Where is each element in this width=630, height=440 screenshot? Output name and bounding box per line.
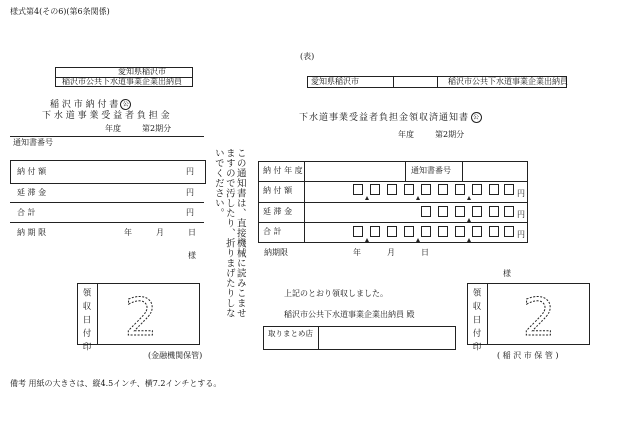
separator-mark xyxy=(467,196,471,200)
digit-box xyxy=(489,206,499,217)
form-id: 様式第4(その6)(第6条関係) xyxy=(10,7,110,16)
right-due-label: 納期限 xyxy=(264,248,288,257)
digit-box xyxy=(404,226,414,237)
left-issuer: 稲沢市公共下水道事業企業出納員 xyxy=(62,77,182,86)
left-title1: 稲 沢 市 納 付 書 公 xyxy=(50,99,131,110)
public-mark: 公 xyxy=(473,114,481,121)
digit-box xyxy=(455,226,465,237)
left-row-unit: 円 xyxy=(186,167,194,176)
digit-box xyxy=(472,206,482,217)
digit-box xyxy=(472,226,482,237)
left-row-unit: 円 xyxy=(186,188,194,197)
digit-box xyxy=(455,184,465,195)
right-row-label: 合 計 xyxy=(263,227,282,236)
right-row-unit: 円 xyxy=(517,189,525,198)
digit-box xyxy=(504,206,514,217)
right-row-unit: 円 xyxy=(517,210,525,219)
right-due-year: 年 xyxy=(353,248,361,257)
left-period-label: 第2期分 xyxy=(142,124,172,133)
issuer-sign: 稲沢市公共下水道事業企業出納員 殿 xyxy=(284,310,415,319)
digit-box xyxy=(421,226,431,237)
digit-box xyxy=(504,226,514,237)
digit-box xyxy=(504,184,514,195)
separator-mark xyxy=(467,238,471,242)
right-pref-city: 愛知県稲沢市 xyxy=(311,77,359,86)
digit-box xyxy=(438,226,448,237)
svg-text:2: 2 xyxy=(124,291,158,341)
right-notice-number-label: 通知書番号 xyxy=(411,166,451,175)
digit-box xyxy=(438,184,448,195)
right-keeper: ( 稲 沢 市 保 管 ) xyxy=(497,351,559,360)
digit-box xyxy=(370,184,380,195)
agent-label: 取りまとめ店 xyxy=(268,329,313,338)
side-label: (表) xyxy=(300,52,315,61)
right-period-label: 第2期分 xyxy=(435,130,465,139)
digit-box xyxy=(421,184,431,195)
separator-mark xyxy=(467,218,471,222)
right-fiscal-year-label: 納 付 年 度 xyxy=(263,166,303,175)
digit-box xyxy=(438,206,448,217)
right-due-day: 日 xyxy=(421,248,429,257)
right-row-label: 延 滞 金 xyxy=(263,207,293,216)
separator-mark xyxy=(416,238,420,242)
received-text: 上記のとおり領収しました。 xyxy=(284,289,388,298)
separator-mark xyxy=(365,196,369,200)
svg-text:2: 2 xyxy=(522,291,556,341)
right-year-label: 年度 xyxy=(398,130,414,139)
left-row-label: 合 計 xyxy=(17,208,36,217)
left-row-unit: 円 xyxy=(186,208,194,217)
left-pref-city: 愛知県稲沢市 xyxy=(118,67,166,76)
right-sama: 様 xyxy=(503,269,511,278)
digit-box xyxy=(489,184,499,195)
left-due-month: 月 xyxy=(156,228,164,237)
digit-box xyxy=(489,226,499,237)
public-mark: 公 xyxy=(120,99,131,110)
right-row-label: 納 付 額 xyxy=(263,186,293,195)
machine-read-note: この通知書は、直接機械に読みこませますので汚したり、折りまげたりしないでください。 xyxy=(212,148,246,318)
left-row-label: 納 付 額 xyxy=(17,167,47,176)
right-stamp-digit xyxy=(516,291,562,341)
digit-box xyxy=(353,226,363,237)
right-row-unit: 円 xyxy=(517,230,525,239)
right-title: 下水道事業受益者負担金領収済通知書 公 xyxy=(299,113,481,123)
left-stamp-label: 領収日付印 xyxy=(81,288,91,356)
left-keeper: (金融機関保管) xyxy=(148,351,203,360)
right-due-month: 月 xyxy=(387,248,395,257)
left-notice-number-label: 通知書番号 xyxy=(13,138,53,147)
left-due-label: 納 期 限 xyxy=(17,228,47,237)
left-due-year: 年 xyxy=(124,228,132,237)
left-row-label: 延 滞 金 xyxy=(17,188,47,197)
separator-mark xyxy=(365,238,369,242)
digit-box xyxy=(472,184,482,195)
digit-box xyxy=(455,206,465,217)
right-issuer: 稲沢市公共下水道事業企業出納員 xyxy=(448,77,568,86)
digit-box xyxy=(387,226,397,237)
left-sama: 様 xyxy=(188,251,196,260)
right-stamp-label: 領収日付印 xyxy=(471,288,481,356)
separator-mark xyxy=(416,196,420,200)
digit-box xyxy=(421,206,431,217)
left-stamp-digit xyxy=(118,291,164,341)
digit-box xyxy=(404,184,414,195)
left-due-day: 日 xyxy=(188,228,196,237)
digit-box xyxy=(353,184,363,195)
remark: 備考 用紙の大きさは、縦4.5インチ、横7.2インチとする。 xyxy=(10,379,222,388)
digit-box xyxy=(370,226,380,237)
digit-box xyxy=(387,184,397,195)
left-year-label: 年度 xyxy=(105,124,121,133)
left-title2: 下 水 道 事 業 受 益 者 負 担 金 xyxy=(42,111,170,121)
